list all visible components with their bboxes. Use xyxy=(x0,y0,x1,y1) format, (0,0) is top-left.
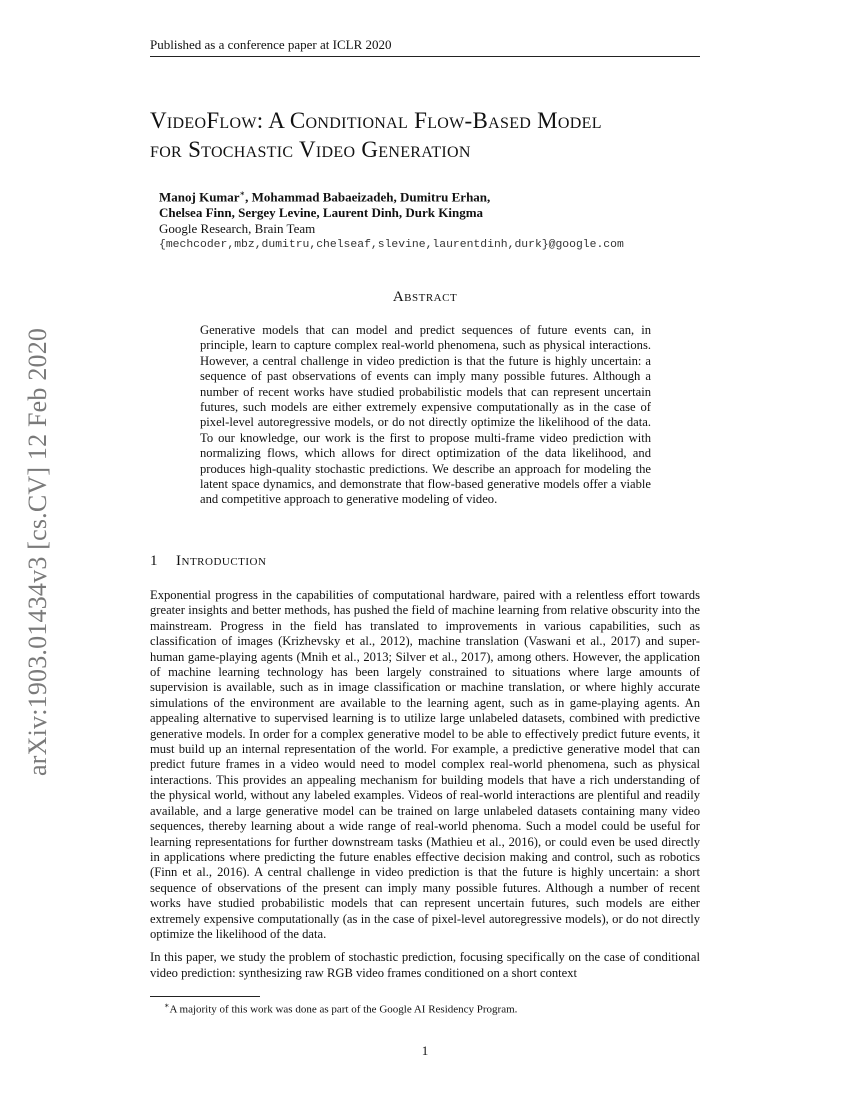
abstract-text: Generative models that can model and predict sequences of future events can, in principle, learn to capture complex real-world phenomena, such as physical interactions. However, a central challenge in video prediction is that the future is highly uncertain: a sequence of past observations of events can imply many possible futures. Although a number of recent works have studied probabilistic models that can represent uncertain futures, such models are either extremely expensive computationally as in the case of pixel-level autoregressive models, or do not directly optimize the likelihood of the data. To our knowledge, our work is the first to propose multi-frame video prediction with normalizing flows, which allows for direct optimization of the data likelihood, and produces high-quality stochastic predictions. We describe an approach for modeling the latent space dynamics, and demonstrate that flow-based generative models offer a viable and competitive approach to generative modeling of video. xyxy=(200,323,651,507)
affiliation: Google Research, Brain Team xyxy=(159,221,316,237)
paper-title xyxy=(150,106,750,164)
footnote-mark: ∗ xyxy=(164,1001,170,1010)
coauthors: , Mohammad Babaeizadeh, Dumitru Erhan, xyxy=(245,189,491,205)
footnote-text: A majority of this work was done as part of the Google AI Residency Program. xyxy=(169,1003,518,1016)
intro-paragraph-2: In this paper, we study the problem of stochastic prediction, focusing specifically on the case of conditional video prediction: synthesizing raw RGB video frames conditioned on a short context xyxy=(150,950,700,980)
arxiv-sidebar-stamp: arXiv:1903.01434v3 [cs.CV] 12 Feb 2020 xyxy=(23,327,52,776)
author-emails: {mechcoder,mbz,dumitru,chelseaf,slevine,laurentdinh,durk}@google.com xyxy=(159,239,624,252)
conference-header: Published as a conference paper at ICLR 2020 xyxy=(150,37,700,57)
first-author: Manoj Kumar xyxy=(159,189,240,205)
title-line-1: VideoFlow: A Conditional Flow-Based Model xyxy=(150,108,602,133)
intro-paragraph-1: Exponential progress in the capabilities of computational hardware, paired with a relentless effort towards greater insights and better methods, has pushed the field of machine learning from relative obscurity into the mainstream. Progress in the field has translated to improvements in various capabilities, such as classification of images (Krizhevsky et al., 2012), machine translation (Vaswani et al., 2017) and super-human game-playing agents (Mnih et al., 2013; Silver et al., 2017), among others. However, the application of machine learning technology has been largely constrained to situations where large amounts of supervision is available, such as in image classification or machine translation, or where highly accurate simulations of the environment are available to the learning agent, such as in game-playing agents. An appealing alternative to supervised learning is to utilize large unlabeled datasets, combined with predictive generative models. In order for a complex generative model to be able to effectively predict future events, it must build up an internal representation of the world. For example, a predictive generative model that can predict future frames in a video would need to model complex real-world phenomena, such as physical interactions. This provides an appealing mechanism for building models that have a rich understanding of the physical world, without any labeled examples. Videos of real-world interactions are plentiful and readily available, and a large generative model can be trained on large unlabeled datasets containing many video sequences, thereby learning about a wide range of real-world phenoma. Such a model could be useful for learning representations for further downstream tasks (Mathieu et al., 2016), or could even be used directly in applications where predicting the future enables effective decision making and control, such as robotics (Finn et al., 2016). A central challenge in video prediction is that the future is highly uncertain: a short sequence of observations of the present can imply many possible futures. Although a number of recent works have studied probabilistic models that can represent uncertain futures, such models are either extremely expensive computationally (as in the case of pixel-level autoregressive models), or do not directly optimize the likelihood of the data. xyxy=(150,588,700,941)
section-heading-introduction xyxy=(150,553,700,570)
footnote xyxy=(164,1001,704,1016)
introduction-body xyxy=(150,588,700,989)
title-line-2: for Stochastic Video Generation xyxy=(150,137,471,162)
author-names-line-1 xyxy=(159,186,759,205)
author-block xyxy=(159,186,759,253)
footnote-divider xyxy=(150,996,260,997)
section-number: 1 xyxy=(150,553,158,569)
page-number: 1 xyxy=(421,1043,429,1058)
abstract-heading: Abstract xyxy=(392,289,458,305)
section-title: Introduction xyxy=(176,553,267,569)
author-names-line-2: Chelsea Finn, Sergey Levine, Laurent Dinh, Durk Kingma xyxy=(159,205,484,221)
footnote-marker: ∗ xyxy=(239,189,246,198)
